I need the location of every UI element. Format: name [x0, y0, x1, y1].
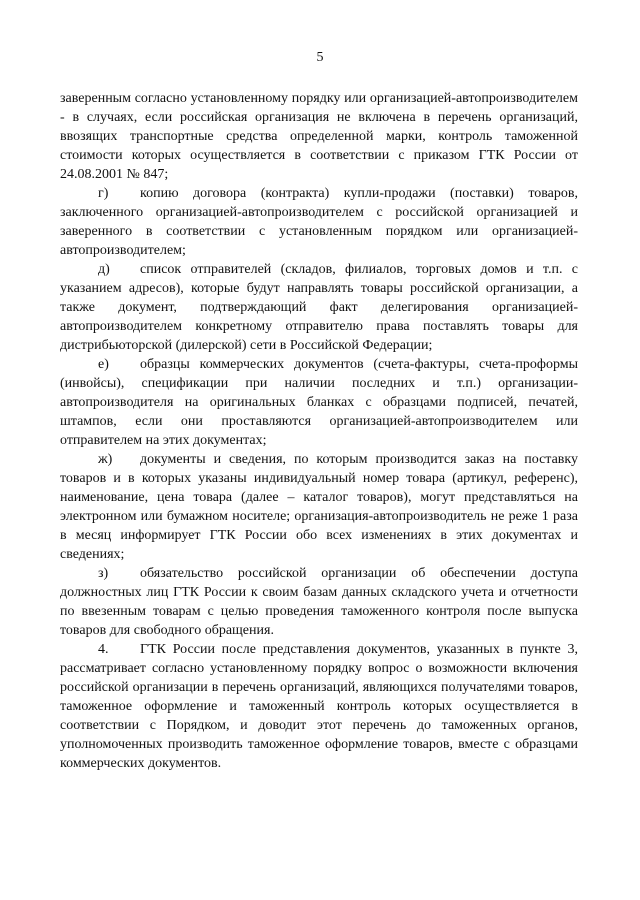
paragraph-text: копию договора (контракта) купли-продажи (поставки) товаров, заключенного организацией-автопроизводителем с российской организацией и заверенного в соответствии с установленным порядком или организацией-автопроизводителем;	[60, 186, 578, 258]
list-marker: г)	[98, 186, 109, 201]
list-marker: е)	[98, 357, 109, 372]
list-item-e	[60, 355, 578, 450]
paragraph-text: список отправителей (складов, филиалов, торговых домов и т.п. с указанием адресов), которые будут направлять товары российской организации, а также документ, подтверждающий факт делегирования организацией-автопроизводителем конкретному отправителю права поставлять товары для дистрибьюторской (дилерской) сети в Российской Федерации;	[60, 262, 578, 353]
paragraph-number: 4.	[98, 642, 109, 657]
paragraph-text: ГТК России после представления документов, указанных в пункте 3, рассматривает согласно установленному порядку вопрос о возможности включения российской организации в перечень организаций, являющихся получателями товаров, таможенное оформление и таможенный контроль которых осуществляется в соответствии с Порядком, и доводит этот перечень до таможенных органов, уполномоченных производить таможенное оформление товаров, вместе с образцами коммерческих документов.	[60, 642, 578, 771]
document-body	[60, 89, 578, 773]
list-marker: з)	[98, 566, 109, 581]
page-number: 5	[316, 50, 324, 65]
paragraph-text: заверенным согласно установленному порядку или организацией-автопроизводителем - в случаях, если российская организация не включена в перечень организаций, ввозящих транспортные средства определенной марки, контроль таможенной стоимости которых осуществляется в соответствии с приказом ГТК России от 24.08.2001 № 847;	[60, 91, 578, 182]
paragraph-text: образцы коммерческих документов (счета-фактуры, счета-проформы (инвойсы), спецификации при наличии последних и т.п.) организации-автопроизводителя на оригинальных бланках с образцами подписей, печатей, штампов, если они проставляются организацией-автопроизводителем или отправителем на этих документах;	[60, 357, 578, 448]
paragraph-continuation	[60, 89, 578, 184]
list-item-d	[60, 260, 578, 355]
paragraph-text: обязательство российской организации об обеспечении доступа должностных лиц ГТК России к своим базам данных складского учета и отчетности по ввезенным товарам с целью проведения таможенного контроля после выпуска товаров для свободного обращения.	[60, 566, 578, 638]
list-item-g	[60, 184, 578, 260]
paragraph-text: документы и сведения, по которым производится заказ на поставку товаров и в которых указаны индивидуальный номер товара (артикул, референс), наименование, цена товара (далее – каталог товаров), могут представляться на электронном или бумажном носителе; организация-автопроизводитель не реже 1 раза в месяц информирует ГТК России обо всех изменениях в этих документах и сведениях;	[60, 452, 578, 562]
list-item-z	[60, 564, 578, 640]
numbered-paragraph-4	[60, 640, 578, 773]
list-marker: д)	[98, 262, 110, 277]
list-item-zh	[60, 450, 578, 564]
list-marker: ж)	[98, 452, 113, 467]
